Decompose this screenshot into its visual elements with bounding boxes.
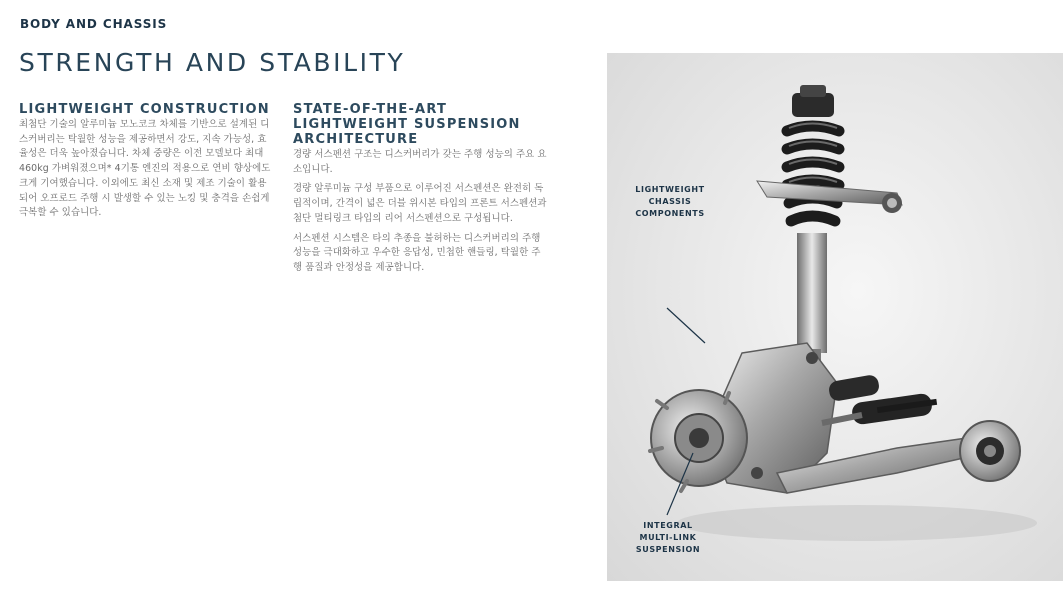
multi-link-suspension-callout — [616, 520, 720, 556]
callout-line: CHASSIS — [648, 197, 692, 206]
column-heading-line: LIGHTWEIGHT SUSPENSION — [293, 117, 521, 132]
callout-line: COMPONENTS — [635, 209, 705, 218]
callout-line: LIGHTWEIGHT — [635, 185, 705, 194]
lightweight-construction-column — [19, 102, 275, 226]
column-heading-line: STATE-OF-THE-ART — [293, 102, 448, 117]
body-paragraph: 최첨단 기술의 알루미늄 모노코크 차체를 기반으로 설계된 디스커버리는 탁월한 성능을 제공하면서 강도, 지속 가능성, 효율성은 더욱 높아졌습니다. 차체 중량은 이전 모델보다 최대 460kg 가벼워졌으며* 4기통 엔진의 적용으로 연비 향상에도 크게 기여했습니다. 이외에도 최신 소재 및 제조 기술이 활용되어 오프로드 주행 시 발생할 수 있는 노킹 및 충격을 손쉽게 극복할 수 있습니다. — [19, 119, 271, 219]
callout-line: SUSPENSION — [635, 545, 701, 554]
body-paragraph: 경량 서스펜션 구조는 디스커버리가 갖는 주행 성능의 주요 요소입니다. — [293, 149, 547, 175]
column-heading-line: LIGHTWEIGHT CONSTRUCTION — [19, 102, 270, 117]
body-paragraph: 경량 알루미늄 구성 부품으로 이루어진 서스펜션은 완전히 독립적이며, 간격이 넓은 더블 위시본 타입의 프론트 서스펜션과 첨단 멀티링크 타입의 리어 서스펜션으로 구성됩니다. — [293, 183, 547, 224]
section-eyebrow: BODY AND CHASSIS — [20, 17, 168, 31]
callout-line: INTEGRAL — [643, 521, 693, 530]
column-heading — [293, 102, 549, 147]
suspension-assembly-illustration — [607, 53, 1063, 581]
suspension-photo — [607, 53, 1063, 581]
column-heading-line: ARCHITECTURE — [293, 132, 419, 147]
chassis-components-callout — [615, 184, 725, 220]
body-paragraph: 서스펜션 시스템은 타의 추종을 불허하는 디스커버리의 주행 성능을 극대화하고 우수한 응답성, 민첩한 핸들링, 탁월한 주행 품질과 안정성을 제공합니다. — [293, 232, 541, 273]
callout-line: MULTI-LINK — [639, 533, 697, 542]
suspension-architecture-column — [293, 102, 549, 281]
page-title: STRENGTH AND STABILITY — [19, 48, 406, 77]
column-heading — [19, 102, 275, 117]
